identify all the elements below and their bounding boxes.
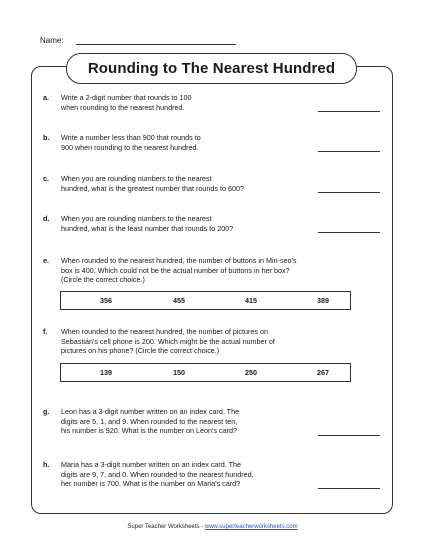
question-line: When rounded to the nearest hundred, the number of pictures on (61, 327, 268, 336)
choice-option[interactable]: 356 (100, 296, 112, 305)
question-letter: a. (43, 93, 49, 102)
question-line: when rounding to the nearest hundred. (61, 102, 185, 112)
choice-option[interactable]: 389 (317, 296, 329, 305)
name-label: Name: (40, 36, 64, 45)
question-line: Leon has a 3-digit number written on an index card. The (61, 407, 240, 416)
answer-line-d[interactable] (318, 232, 380, 233)
footer (0, 524, 425, 530)
answer-line-a[interactable] (318, 111, 380, 112)
question-line: box is 400. Which could not be the actual number of buttons in her box? (61, 265, 290, 275)
answer-line-g[interactable] (318, 435, 380, 436)
choice-box-f (60, 363, 351, 382)
question-letter: d. (43, 214, 50, 223)
question-line: When you are rounding numbers to the nearest (61, 174, 212, 183)
question-letter: c. (43, 174, 49, 183)
question-line: hundred, what is the least number that rounds to 200? (61, 223, 234, 233)
question-line: his number is 920. What is the number on Leon's card? (61, 426, 237, 436)
footer-brand: Super Teacher Worksheets (127, 524, 200, 530)
question-letter: f. (43, 327, 48, 336)
question-line: pictures on his phone? (Circle the correct choice.) (61, 346, 220, 356)
choice-option[interactable]: 139 (100, 368, 112, 377)
choice-option[interactable]: 267 (317, 368, 329, 377)
question-line: digits are 9, 7, and 0. When rounded to the nearest hundred, (61, 469, 254, 479)
question-letter: e. (43, 256, 49, 265)
choice-option[interactable]: 455 (173, 296, 185, 305)
choice-box-e (60, 291, 351, 310)
footer-link[interactable]: www.superteacherworksheets.com (204, 524, 298, 530)
question-line: digits are 5, 1, and 9. When rounded to the nearest ten, (61, 416, 238, 426)
question-line: Sebastián's cell phone is 200. Which might be the actual number of (61, 336, 275, 346)
question-letter: b. (43, 133, 50, 142)
name-line[interactable] (76, 44, 236, 45)
question-letter: h. (43, 460, 50, 469)
answer-line-b[interactable] (318, 151, 380, 152)
question-line: Write a number less than 900 that rounds to (61, 133, 201, 142)
choice-option[interactable]: 415 (245, 296, 257, 305)
answer-line-h[interactable] (318, 488, 380, 489)
page-title: Rounding to The Nearest Hundred (87, 60, 336, 77)
choice-option[interactable]: 150 (173, 368, 185, 377)
question-letter: g. (43, 407, 50, 416)
title-banner (66, 53, 357, 84)
question-line: 900 when rounding to the nearest hundred. (61, 142, 199, 152)
question-line: (Circle the correct choice.) (61, 275, 145, 285)
answer-line-c[interactable] (318, 192, 380, 193)
question-line: her number is 700. What is the number on Maria's card? (61, 479, 241, 489)
question-line: When rounded to the nearest hundred, the number of buttons in Min-seo's (61, 256, 297, 265)
choice-option[interactable]: 250 (245, 368, 257, 377)
question-line: Maria has a 3-digit number written on an index card. The (61, 460, 242, 469)
footer-separator: - (201, 524, 204, 530)
question-line: Write a 2-digit number that rounds to 100 (61, 93, 192, 102)
question-line: hundred, what is the greatest number that rounds to 600? (61, 183, 245, 193)
question-line: When you are rounding numbers to the nearest (61, 214, 212, 223)
